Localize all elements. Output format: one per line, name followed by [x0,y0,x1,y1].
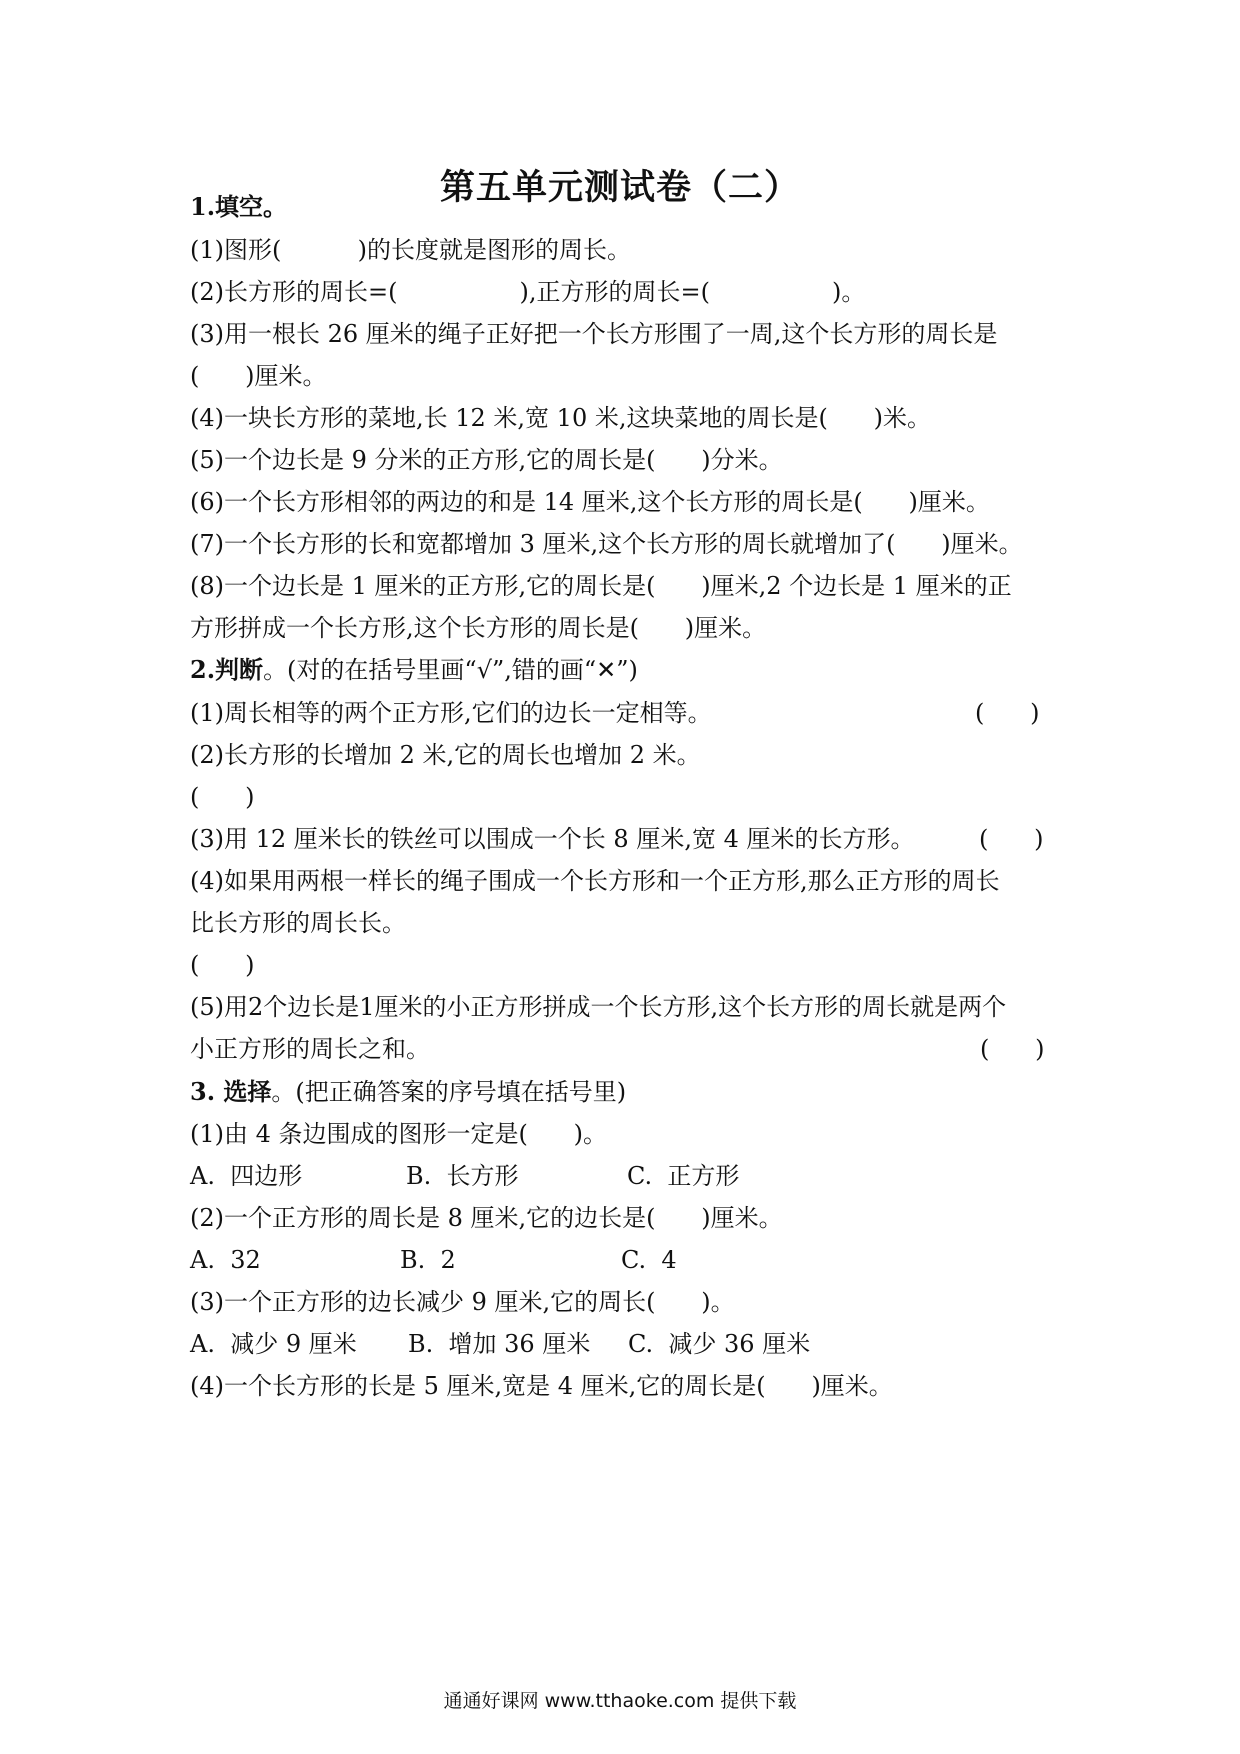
page-title: 第五单元测试卷（二） [439,167,800,208]
s3-q2-option-c: C. 4 [621,1246,677,1274]
s1-q4: (4)一块长方形的菜地,长 12 米,宽 10 米,这块菜地的周长是( )米。 [190,404,931,432]
s1-q6: (6)一个长方形相邻的两边的和是 14 厘米,这个长方形的周长是( )厘米。 [190,488,990,516]
s3-q3: (3)一个正方形的边长减少 9 厘米,它的周长( )。 [190,1288,735,1316]
s3-q3-option-a: A. 减少 9 厘米 [190,1330,357,1358]
s1-q8-line1: (8)一个边长是 1 厘米的正方形,它的周长是( )厘米,2 个边长是 1 厘米的正 [190,572,1012,600]
s3-q2: (2)一个正方形的周长是 8 厘米,它的边长是( )厘米。 [190,1204,783,1232]
section3-heading: 3. 选择 [190,1077,272,1106]
s2-q5-line2: 小正方形的周长之和。 [190,1035,430,1063]
s2-q4-answer-paren: ( ) [190,951,255,979]
s3-q1-option-c: C. 正方形 [627,1162,740,1190]
s1-q7: (7)一个长方形的长和宽都增加 3 厘米,这个长方形的周长就增加了( )厘米。 [190,530,1023,558]
section1-heading: 1.填空。 [190,192,288,221]
section2-heading-row [190,654,1090,686]
s1-q2: (2)长方形的周长=( ),正方形的周长=( )。 [190,278,866,306]
footer-credit: 通通好课网 www.tthaoke.com 提供下载 [443,1690,797,1712]
s1-q1: (1)图形( )的长度就是图形的周长。 [190,236,632,264]
s3-q2-option-a: A. 32 [190,1246,261,1274]
section3-heading-row [190,1076,1090,1108]
s3-q1: (1)由 4 条边围成的图形一定是( )。 [190,1120,608,1148]
s2-q4-line1: (4)如果用两根一样长的绳子围成一个长方形和一个正方形,那么正方形的周长 [190,867,1000,895]
s1-q3-line1: (3)用一根长 26 厘米的绳子正好把一个长方形围了一周,这个长方形的周长是 [190,320,998,348]
s1-q8-line2: 方形拼成一个长方形,这个长方形的周长是( )厘米。 [190,614,767,642]
section3-instruction: 。(把正确答案的序号填在括号里) [271,1078,627,1106]
s3-q1-option-a: A. 四边形 [190,1162,303,1190]
s3-q3-option-c: C. 减少 36 厘米 [628,1330,811,1358]
s3-q3-option-b: B. 增加 36 厘米 [408,1330,591,1358]
s1-q5: (5)一个边长是 9 分米的正方形,它的周长是( )分米。 [190,446,783,474]
s2-q1-answer-paren: ( ) [975,699,1040,727]
s3-q4: (4)一个长方形的长是 5 厘米,宽是 4 厘米,它的周长是( )厘米。 [190,1372,893,1400]
s2-q5-line1: (5)用2个边长是1厘米的小正方形拼成一个长方形,这个长方形的周长就是两个 [190,993,1007,1021]
s2-q3: (3)用 12 厘米长的铁丝可以围成一个长 8 厘米,宽 4 厘米的长方形。 [190,825,915,853]
s2-q2: (2)长方形的长增加 2 米,它的周长也增加 2 米。 [190,741,701,769]
s2-q4-line2: 比长方形的周长长。 [190,909,406,937]
s3-q2-option-b: B. 2 [400,1246,456,1274]
section2-heading: 2.判断 [190,655,264,684]
s2-q2-answer-paren: ( ) [190,783,255,811]
section2-instruction: 。(对的在括号里画“√”,错的画“✕”) [263,656,638,684]
s3-q1-option-b: B. 长方形 [406,1162,519,1190]
s2-q5-answer-paren: ( ) [980,1035,1045,1063]
s2-q1: (1)周长相等的两个正方形,它们的边长一定相等。 [190,699,712,727]
s2-q3-answer-paren: ( ) [979,825,1044,853]
s1-q3-line2: ( )厘米。 [190,362,327,390]
